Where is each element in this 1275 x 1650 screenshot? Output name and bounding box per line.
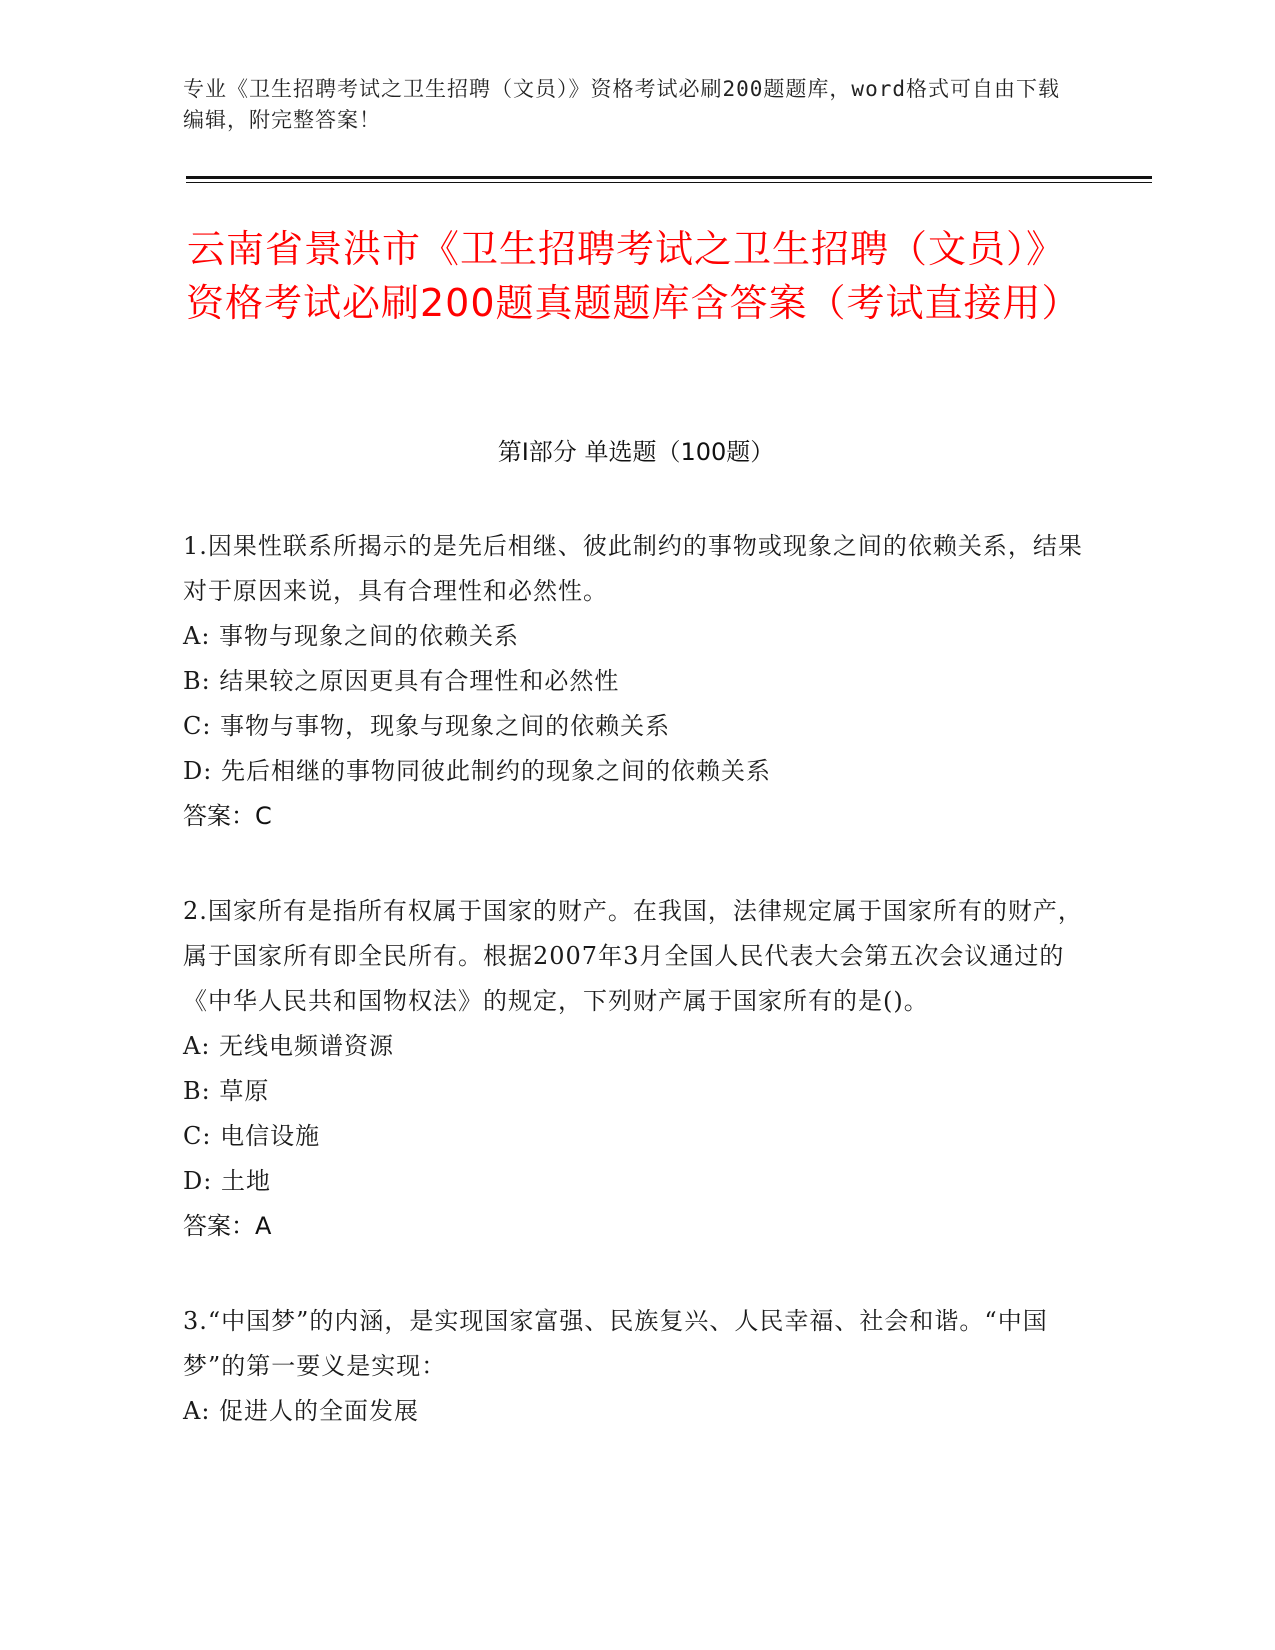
- header-divider-thin: [186, 182, 1152, 183]
- question-stem: 2.国家所有是指所有权属于国家的财产。在我国，法律规定属于国家所有的财产，属于国家所有即全民所有。根据2007年3月全国人民代表大会第五次会议通过的《中华人民共和国物权法》的规定，下列财产属于国家所有的是()。: [183, 897, 1083, 1015]
- question-list: [183, 524, 1083, 1484]
- question-2: [183, 889, 1083, 1249]
- answer-line: 答案：A: [183, 1212, 272, 1240]
- option-a: A: 事物与现象之间的依赖关系: [183, 622, 520, 650]
- header-note: 专业《卫生招聘考试之卫生招聘（文员）》资格考试必刷200题题库，word格式可自由下载编辑，附完整答案！: [183, 77, 1060, 132]
- option-c: C: 电信设施: [183, 1122, 321, 1150]
- answer-line: 答案：C: [183, 802, 272, 830]
- section-title: 第Ⅰ部分 单选题（100题）: [497, 438, 775, 466]
- option-b: B: 草原: [183, 1077, 270, 1105]
- option-b: B: 结果较之原因更具有合理性和必然性: [183, 667, 620, 695]
- option-c: C: 事物与事物，现象与现象之间的依赖关系: [183, 712, 671, 740]
- option-d: D: 土地: [183, 1167, 271, 1195]
- header-divider-thick: [186, 176, 1152, 179]
- question-stem: 3.“中国梦”的内涵，是实现国家富强、民族复兴、人民幸福、社会和谐。“中国梦”的第一要义是实现：: [183, 1307, 1048, 1380]
- option-a: A: 无线电频谱资源: [183, 1032, 395, 1060]
- document-title: 云南省景洪市《卫生招聘考试之卫生招聘（文员）》资格考试必刷200题真题题库含答案（考试直接用）: [186, 227, 1081, 325]
- option-d: D: 先后相继的事物同彼此制约的现象之间的依赖关系: [183, 757, 771, 785]
- question-3: [183, 1299, 1083, 1434]
- question-1: [183, 524, 1083, 839]
- question-stem: 1.因果性联系所揭示的是先后相继、彼此制约的事物或现象之间的依赖关系，结果对于原因来说，具有合理性和必然性。: [183, 532, 1083, 605]
- option-a: A: 促进人的全面发展: [183, 1397, 420, 1425]
